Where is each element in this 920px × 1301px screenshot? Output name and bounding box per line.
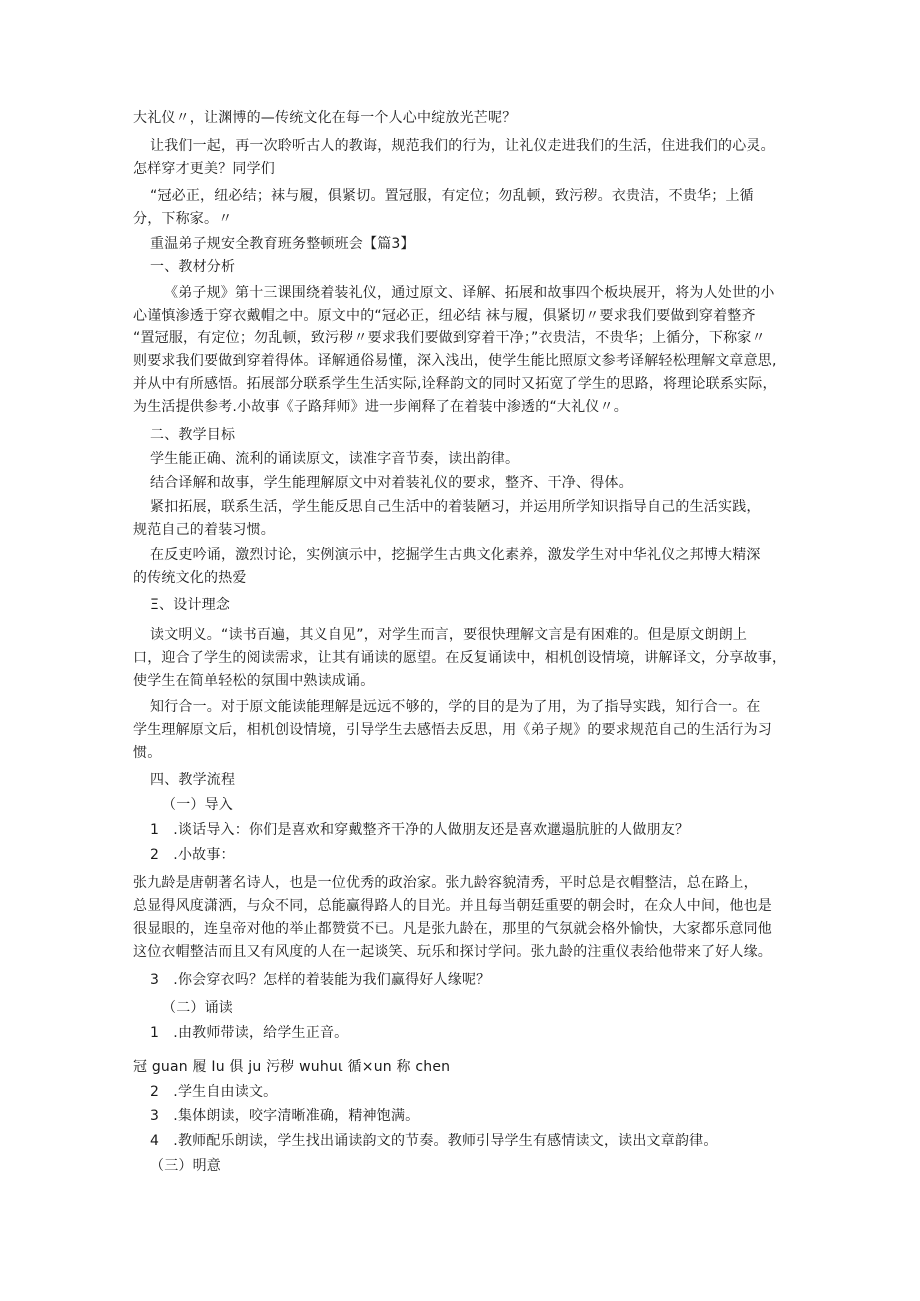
list-item: 2 .学生自由读文。: [150, 1084, 278, 1100]
list-item: 4 .教师配乐朗读，学生找出诵读韵文的节奏。教师引导学生有感情读文，读出文章韵律。: [150, 1133, 718, 1149]
subsection-heading: （三）明意: [150, 1158, 221, 1174]
subsection-heading: （一）导入: [162, 797, 233, 813]
text-line: 惯。: [133, 745, 162, 761]
text-line: 则要求我们要做到穿着得体。译解通俗易懂，深入浅出，使学生能比照原文参考译解轻松理解文章意思,: [133, 353, 777, 369]
text-line: 紧扣拓展，联系生活，学生能反思自己生活中的着装陋习，并运用所学知识指导自己的生活实践，: [150, 499, 761, 515]
subsection-heading: （二）诵读: [162, 1000, 233, 1016]
text-line: 规范自己的着装习惯。: [133, 522, 275, 538]
text-line: “冠必正，纽必结；袜与履，俱紧切。置冠服，有定位；勿乱顿，致污秽。衣贵洁，不贵华；上循: [150, 188, 754, 204]
section-heading: Ξ、设计理念: [150, 597, 231, 613]
text-line: 学生理解原文后，相机创设情境，引导学生去感悟去反思，用《弟子规》的要求规范自己的生活行为习: [133, 722, 772, 738]
text-line: 心谨慎渗透于穿衣戴帽之中。原文中的“冠必正，纽必结 袜与履，俱紧切〃要求我们要做到穿着整齐: [133, 308, 756, 324]
text-line: 总显得风度潇洒，与众不同，总能赢得路人的目光。并且每当朝廷重要的朝会时，在众人中间，他也是: [133, 898, 772, 914]
pinyin-line: 冠 guan 履 Iu 俱 ju 污秽 wuhuι 循×un 称 chen: [133, 1059, 451, 1075]
text-line: 结合译解和故事，学生能理解原文中对着装礼仪的要求，整齐、干净、得体。: [150, 475, 633, 491]
section-heading: 一、教材分析: [150, 259, 236, 275]
text-line: 《弟子规》第十三课围绕着装礼仪，通过原文、译解、拓展和故事四个板块展开，将为人处世的小: [164, 285, 775, 301]
text-line: 分，下称家。〃: [133, 211, 233, 227]
text-line: 很显眼的，连皇帝对他的举止都赞赏不已。凡是张九龄在，那里的气氛就会格外愉快，大家都乐意同他: [133, 921, 772, 937]
text-line: 这位衣帽整洁而且又有风度的人在一起谈笑、玩乐和探讨学问。张九龄的注重仪表给他带来了好人缘。: [133, 944, 772, 960]
section-heading: 重温弟子规安全教育班务整顿班会【篇3】: [150, 236, 415, 252]
list-item: 1 .谈话导入：你们是喜欢和穿戴整齐干净的人做朋友还是喜欢邋遢肮脏的人做朋友？: [150, 822, 690, 838]
text-line: 并从中有所感悟。拓展部分联系学生生活实际,诠释韵文的同时又拓宽了学生的思路，将理论联系实际，: [133, 376, 777, 392]
text-line: 在反吏吟诵，激烈讨论，实例演示中，挖掘学生古典文化素养，激发学生对中华礼仪之邦博大精深: [150, 547, 761, 563]
text-line: 使学生在简单轻松的氛围中熟读成诵。: [133, 673, 375, 689]
section-heading: 四、教学流程: [150, 772, 236, 788]
section-heading: 二、教学目标: [150, 427, 236, 443]
text-line: “置冠服，有定位；勿乱顿，致污秽〃要求我们要做到穿着干净；”衣贵洁，不贵华；上循分，下称家〃: [133, 330, 766, 346]
list-item: 2 .小故事：: [150, 847, 235, 863]
text-line: 学生能正确、流利的诵读原文，读准字音节奏，读出韵律。: [150, 451, 520, 467]
text-line: 知行合一。对于原文能读能理解是远远不够的，学的目的是为了用，为了指导实践，知行合一。在: [150, 699, 761, 715]
text-line: 大礼仪〃，让渊博的—传统文化在每一个人心中绽放光芒呢？: [133, 110, 517, 126]
text-line: 口，迎合了学生的阅读需求，让其有诵读的愿望。在反复诵读中，相机创设情境，讲解译文，分享故事，: [133, 650, 787, 666]
list-item: 3 .集体朗读，咬字清晰准确，精神饱满。: [150, 1108, 420, 1124]
list-item: 1 .由教师带读，给学生正音。: [150, 1025, 349, 1041]
text-line: 让我们一起，再一次聆听古人的教诲，规范我们的行为，让礼仪走进我们的生活，住进我们的心灵。: [150, 138, 775, 154]
text-line: 的传统文化的热爱: [133, 570, 247, 586]
text-line: 读文明义。“读书百遍，其义自见”，对学生而言，要很快理解文言是有困难的。但是原文朗朗上: [150, 627, 748, 643]
text-line: 怎样穿才更美？同学们: [133, 161, 275, 177]
list-item: 3 .你会穿衣吗？怎样的着装能为我们赢得好人缘呢？: [150, 972, 491, 988]
text-line: 张九龄是唐朝著名诗人，也是一位优秀的政治家。张九龄容貌清秀，平时总是衣帽整洁，总在路上，: [133, 875, 758, 891]
text-line: 为生活提供参考.小故事《子路拜师》进一步阐释了在着装中渗透的“大礼仪〃。: [133, 399, 628, 415]
